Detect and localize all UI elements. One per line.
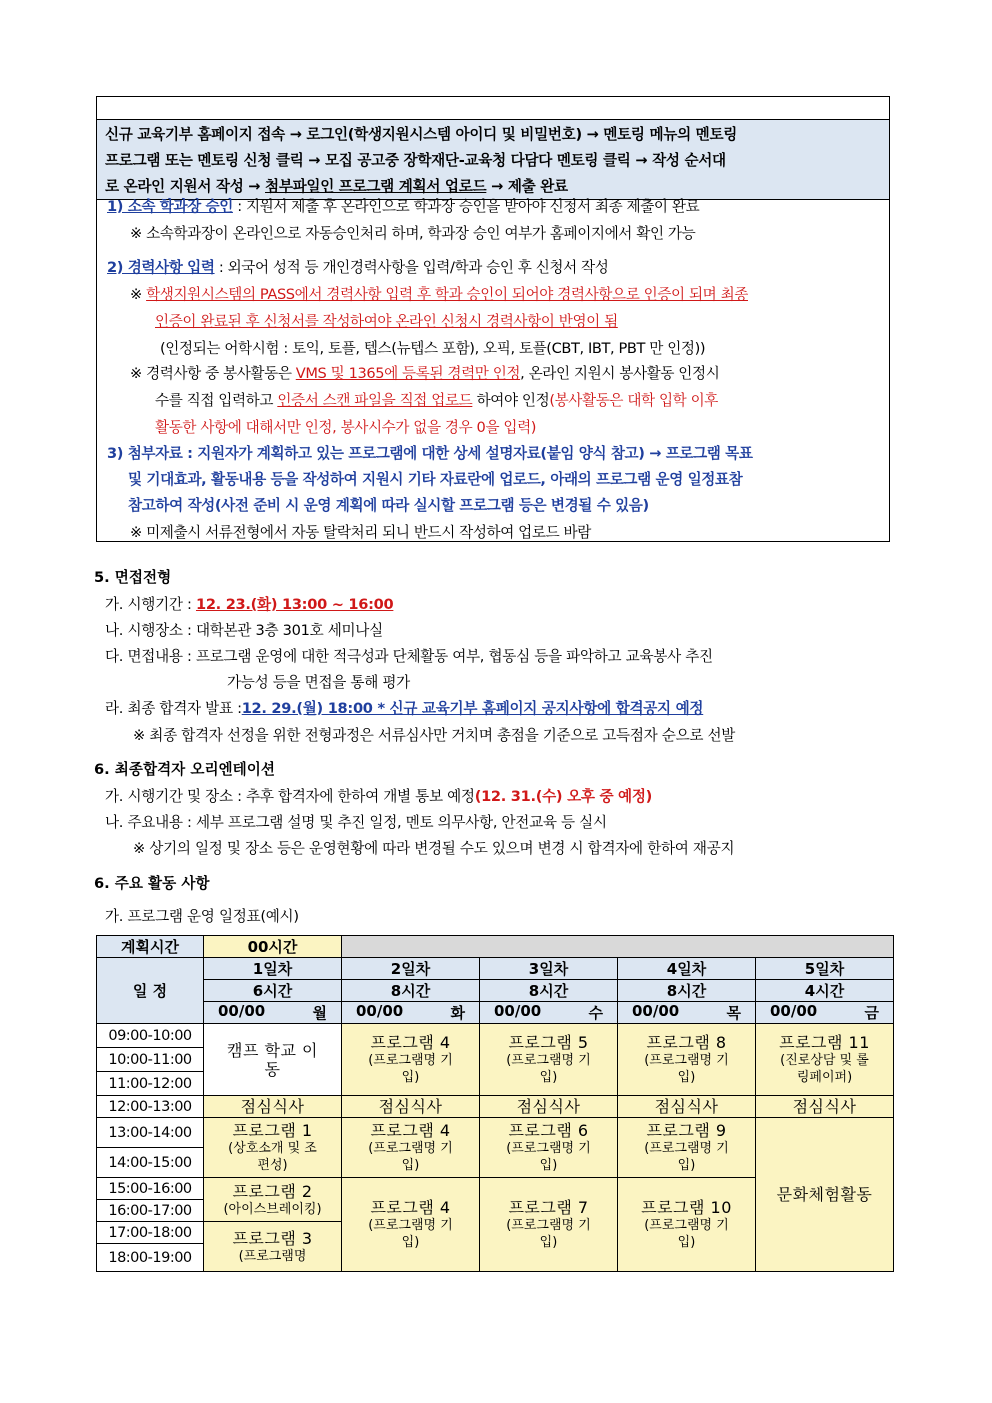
item1-title: 1) 소속 학과장 승인 — [107, 198, 233, 215]
item2-volunteer-1: ※ 경력사항 중 봉사활동은 VMS 및 1365에 등록된 경력만 인정, 온라인 지원시 봉사활동 인정시 — [130, 365, 720, 382]
hours-4: 8시간 — [618, 980, 756, 1002]
day3-pm1-program: 프로그램 6 (프로그램명 기입) — [480, 1118, 618, 1178]
flow-line-3: 로 온라인 지원서 작성 → 첨부파일인 프로그램 계획서 업로드 → 제출 완료 — [105, 178, 568, 195]
time-slot: 14:00-15:00 — [97, 1148, 204, 1178]
camp-cell: 캠프 학교 이동 — [204, 1024, 342, 1096]
date-3: 00/00 수 — [480, 1002, 618, 1024]
time-slot: 17:00-18:00 — [97, 1222, 204, 1244]
interview-content-1: 다. 면접내용 : 프로그램 운영에 대한 적극성과 단체활동 여부, 협동심 등을 파악하고 교육봉사 추진 — [105, 648, 713, 665]
day4-pm1-program: 프로그램 9 (프로그램명 기입) — [618, 1118, 756, 1178]
box-header-empty — [97, 97, 889, 120]
interview-period: 가. 시행기간 : 12. 23.(화) 13:00 ~ 16:00 — [105, 596, 394, 613]
time-slot: 12:00-13:00 — [97, 1096, 204, 1118]
item1-note: ※ 소속학과장이 온라인으로 자동승인처리 하며, 학과장 승인 여부가 홈페이지에서 확인 가능 — [130, 225, 696, 242]
orientation-note: ※ 상기의 일정 및 장소 등은 운영현황에 따라 변경될 수도 있으며 변경 시 합격자에 한하여 재공지 — [133, 840, 735, 857]
schedule-label: 일 정 — [97, 958, 204, 1024]
day-2: 2일차 — [342, 958, 480, 980]
interview-period-value: 12. 23.(화) 13:00 ~ 16:00 — [195, 596, 394, 613]
item2-note-1: ※ 학생지원시스템의 PASS에서 경력사항 입력 후 학과 승인이 되어야 경력사항으로 인증이 되며 최종 — [130, 286, 748, 303]
orientation-title: 6. 최종합격자 오리엔테이션 — [94, 761, 275, 778]
time-slot: 10:00-11:00 — [97, 1048, 204, 1072]
interview-content-2: 가능성 등을 면접을 통해 평가 — [227, 674, 410, 691]
item2-volunteer-2: 수를 직접 입력하고 인증서 스캔 파일을 직접 업로드 하여야 인정(봉사활동은 대학 입학 이후 — [155, 392, 718, 409]
item2-volunteer-3: 활동한 사항에 대해서만 인정, 봉사시수가 없을 경우 0을 입력) — [155, 419, 537, 436]
plan-time-label: 계획시간 — [97, 936, 204, 958]
hours-2: 8시간 — [342, 980, 480, 1002]
lunch-day4: 점심식사 — [618, 1096, 756, 1118]
day4-am-program: 프로그램 8 (프로그램명 기입) — [618, 1024, 756, 1096]
date-5: 00/00 금 — [756, 1002, 894, 1024]
day2-pm2-program: 프로그램 4 (프로그램명 기입) — [342, 1178, 480, 1272]
day4-pm2-program: 프로그램 10 (프로그램명 기입) — [618, 1178, 756, 1272]
time-slot: 18:00-19:00 — [97, 1244, 204, 1272]
item2-line: 2) 경력사항 입력 : 외국어 성적 등 개인경력사항을 입력/학과 승인 후 신청서 작성 — [107, 259, 609, 276]
interview-result: 라. 최종 합격자 발표 :12. 29.(월) 18:00 * 신규 교육기부 홈페이지 공지사항에 합격공지 예정 — [105, 700, 704, 717]
day2-pm1-program: 프로그램 4 (프로그램명 기입) — [342, 1118, 480, 1178]
day2-am-program: 프로그램 4 (프로그램명 기입) — [342, 1024, 480, 1096]
day-1: 1일차 — [204, 958, 342, 980]
flow-upload-highlight: 첨부파일인 프로그램 계획서 업로드 — [265, 178, 487, 195]
application-flow — [97, 120, 889, 200]
item2-title: 2) 경력사항 입력 — [107, 259, 215, 276]
interview-note: ※ 최종 합격자 선정을 위한 전형과정은 서류심사만 거치며 총점을 기준으로 고득점자 순으로 선발 — [133, 727, 736, 744]
item3-line-3: 참고하여 작성(사전 준비 시 운영 계획에 따라 실시할 프로그램 등은 변경될 수 있음) — [128, 497, 649, 514]
activities-subtitle: 가. 프로그램 운영 일정표(예시) — [105, 908, 299, 925]
item2-note-3: (인정되는 어학시험 : 토익, 토플, 텝스(뉴텝스 포함), 오픽, 토플(CBT, IBT, PBT 만 인정)) — [160, 340, 706, 357]
interview-result-value: 12. 29.(월) 18:00 * 신규 교육기부 홈페이지 공지사항에 합격공지 예정 — [241, 700, 704, 717]
orientation-period: 가. 시행기간 및 장소 : 추후 합격자에 한하여 개별 통보 예정(12. 31.(수) 오후 중 예정) — [105, 788, 652, 805]
day1-pm3-program: 프로그램 3 (프로그램명 — [204, 1222, 342, 1272]
hours-1: 6시간 — [204, 980, 342, 1002]
day3-pm2-program: 프로그램 7 (프로그램명 기입) — [480, 1178, 618, 1272]
plan-time-empty — [342, 936, 894, 958]
time-slot: 16:00-17:00 — [97, 1200, 204, 1222]
culture-activity: 문화체험활동 — [756, 1118, 894, 1272]
day3-am-program: 프로그램 5 (프로그램명 기입) — [480, 1024, 618, 1096]
interview-place: 나. 시행장소 : 대학본관 3층 301호 세미나실 — [105, 622, 383, 639]
hours-5: 4시간 — [756, 980, 894, 1002]
day1-pm2-program: 프로그램 2 (아이스브레이킹) — [204, 1178, 342, 1222]
lunch-day3: 점심식사 — [480, 1096, 618, 1118]
schedule-table — [96, 935, 894, 1272]
lunch-day5: 점심식사 — [756, 1096, 894, 1118]
day1-pm1-program: 프로그램 1 (상호소개 및 조편성) — [204, 1118, 342, 1178]
date-4: 00/00 목 — [618, 1002, 756, 1024]
date-2: 00/00 화 — [342, 1002, 480, 1024]
orientation-period-value: (12. 31.(수) 오후 중 예정) — [474, 788, 652, 805]
day5-am-program: 프로그램 11 (진로상담 및 롤링페이퍼) — [756, 1024, 894, 1096]
item1-line: 1) 소속 학과장 승인 : 지원서 제출 후 온라인으로 학과장 승인을 받아야 신청서 최종 제출이 완료 — [107, 198, 700, 215]
item2-note-2: 인증이 완료된 후 신청서를 작성하여야 온라인 신청시 경력사항이 반영이 됨 — [155, 313, 618, 330]
day-4: 4일차 — [618, 958, 756, 980]
item3-line-2: 및 기대효과, 활동내용 등을 작성하여 지원시 기타 자료란에 업로드, 아래의 프로그램 운영 일정표참 — [128, 471, 743, 488]
lunch-day2: 점심식사 — [342, 1096, 480, 1118]
day-3: 3일차 — [480, 958, 618, 980]
plan-time-value: 00시간 — [204, 936, 342, 958]
day-5: 5일차 — [756, 958, 894, 980]
activities-title: 6. 주요 활동 사항 — [94, 875, 210, 892]
time-slot: 11:00-12:00 — [97, 1072, 204, 1096]
hours-3: 8시간 — [480, 980, 618, 1002]
time-slot: 09:00-10:00 — [97, 1024, 204, 1048]
date-1: 00/00 월 — [204, 1002, 342, 1024]
interview-title: 5. 면접전형 — [94, 569, 172, 586]
flow-line-2: 프로그램 또는 멘토링 신청 클릭 → 모집 공고중 장학재단-교육청 다담다 멘토링 클릭 → 작성 순서대 — [105, 152, 726, 169]
lunch-day1: 점심식사 — [204, 1096, 342, 1118]
item3-line-1: 3) 첨부자료 : 지원자가 계획하고 있는 프로그램에 대한 상세 설명자료(붙임 양식 참고) → 프로그램 목표 — [107, 445, 753, 462]
flow-line-1: 신규 교육기부 홈페이지 접속 → 로그인(학생지원시스템 아이디 및 비밀번호) → 멘토링 메뉴의 멘토링 — [105, 126, 738, 143]
item3-note: ※ 미제출시 서류전형에서 자동 탈락처리 되니 반드시 작성하여 업로드 바람 — [130, 524, 591, 541]
orientation-content: 나. 주요내용 : 세부 프로그램 설명 및 추진 일정, 멘토 의무사항, 안전교육 등 실시 — [105, 814, 607, 831]
time-slot: 15:00-16:00 — [97, 1178, 204, 1200]
time-slot: 13:00-14:00 — [97, 1118, 204, 1148]
